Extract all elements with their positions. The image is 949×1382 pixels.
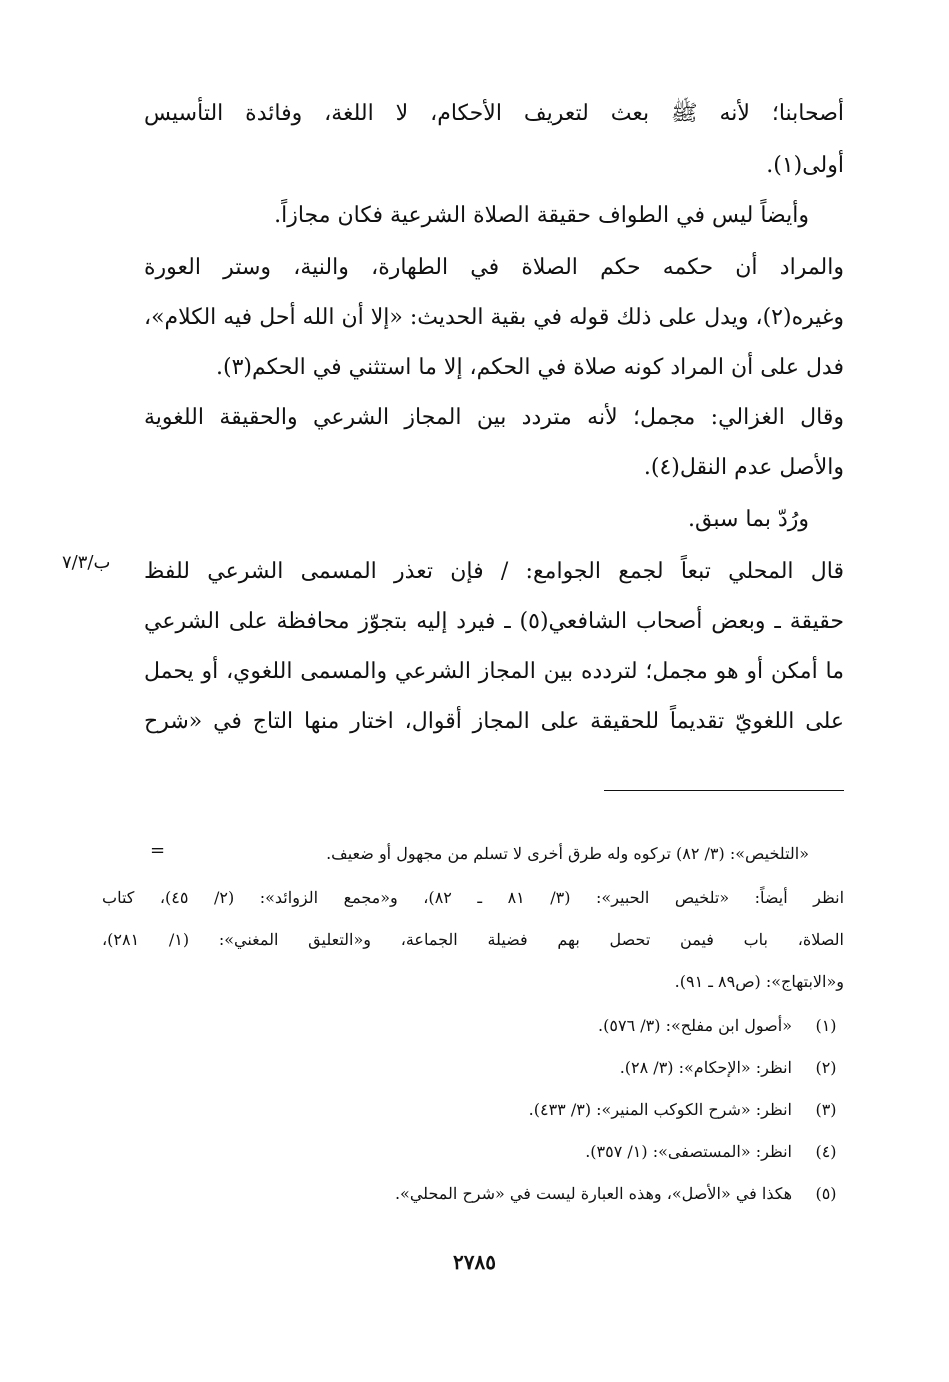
footnote-text: انظر: «الإحكام»: (٣/ ٢٨).	[619, 1058, 792, 1077]
footnote-text: انظر: «شرح الكوكب المنير»: (٣/ ٤٣٣).	[528, 1100, 792, 1119]
footnote-continued-line: انظر أيضاً: «تلخيص الحبير»: (٣/ ٨١ ـ ٨٢)، و«مجمع الزوائد»: (٢/ ٤٥)، كتاب	[102, 888, 845, 907]
footnote-item	[102, 1134, 844, 1170]
page-number: ٢٧٨٥	[453, 1250, 496, 1274]
footnote-number: (٢)	[815, 1058, 837, 1077]
footnote-separator	[604, 790, 844, 791]
body-line: أصحابنا؛ لأنه ﷺ بعث لتعريف الأحكام، لا اللغة، وفائدة التأسيس	[144, 101, 844, 126]
footnote-continued-line: «التلخيص»: (٣/ ٨٢) تركوه وله طرق أخرى لا تسلم من مجهول أو ضعيف.	[326, 844, 809, 863]
footnote-text: «أصول ابن مفلح»: (٣/ ٥٧٦).	[598, 1016, 792, 1035]
footnote-text: هكذا في «الأصل»، وهذه العبارة ليست في «شرح المحلي».	[394, 1184, 792, 1203]
body-line: حقيقة ـ وبعض أصحاب الشافعي(٥) ـ فيرد إليه بتجوّز محافظة على الشرعي	[144, 609, 844, 634]
body-line: ما أمكن أو هو مجمل؛ لتردده بين المجاز الشرعي والمسمى اللغوي، أو يحمل	[144, 659, 844, 684]
footnote-continued-line: الصلاة، باب فيمن تحصل بهم فضيلة الجماعة، و«التعليق المغني»: (١/ ٢٨١)،	[102, 930, 844, 949]
footnote-item	[102, 1050, 844, 1086]
footnote-continuation-mark: =	[150, 840, 166, 861]
footnote-continued-line: و«الابتهاج»: (ص٨٩ ـ ٩١).	[674, 972, 844, 991]
body-line: وأيضاً ليس في الطواف حقيقة الصلاة الشرعية فكان مجازاً.	[274, 203, 809, 228]
footnote-number: (٤)	[815, 1142, 837, 1161]
footnote-number: (١)	[815, 1016, 837, 1035]
body-line: فدل على أن المراد كونه صلاة في الحكم، إلا ما استثني في الحكم(٣).	[215, 355, 844, 380]
footnote-item	[102, 1176, 844, 1212]
body-line: قال المحلي تبعاً لجمع الجوامع: / فإن تعذر المسمى الشرعي للفظ	[144, 559, 844, 584]
body-line: على اللغويّ تقديماً للحقيقة على المجاز أقوال، اختار منها التاج في «شرح	[144, 709, 844, 734]
body-line: والمراد أن حكمه حكم الصلاة في الطهارة، والنية، وستر العورة	[144, 255, 844, 280]
footnote-text: انظر: «المستصفى»: (١/ ٣٥٧).	[585, 1142, 792, 1161]
footnote-number: (٥)	[815, 1184, 837, 1203]
margin-manuscript-folio: ب/٧/٣	[62, 552, 111, 573]
body-line: والأصل عدم النقل(٤).	[643, 455, 844, 480]
footnote-item	[102, 1092, 844, 1128]
body-line: وقال الغزالي: مجمل؛ لأنه متردد بين المجاز الشرعي والحقيقة اللغوية	[144, 405, 844, 430]
body-line: وغيره(٢)، ويدل على ذلك قوله في بقية الحديث: «إلا أن الله أحل فيه الكلام»،	[143, 305, 844, 330]
body-line: ورُدّ بما سبق.	[688, 507, 809, 532]
body-line: أولى(١).	[766, 153, 844, 178]
footnote-number: (٣)	[815, 1100, 837, 1119]
footnote-item	[102, 1008, 844, 1044]
